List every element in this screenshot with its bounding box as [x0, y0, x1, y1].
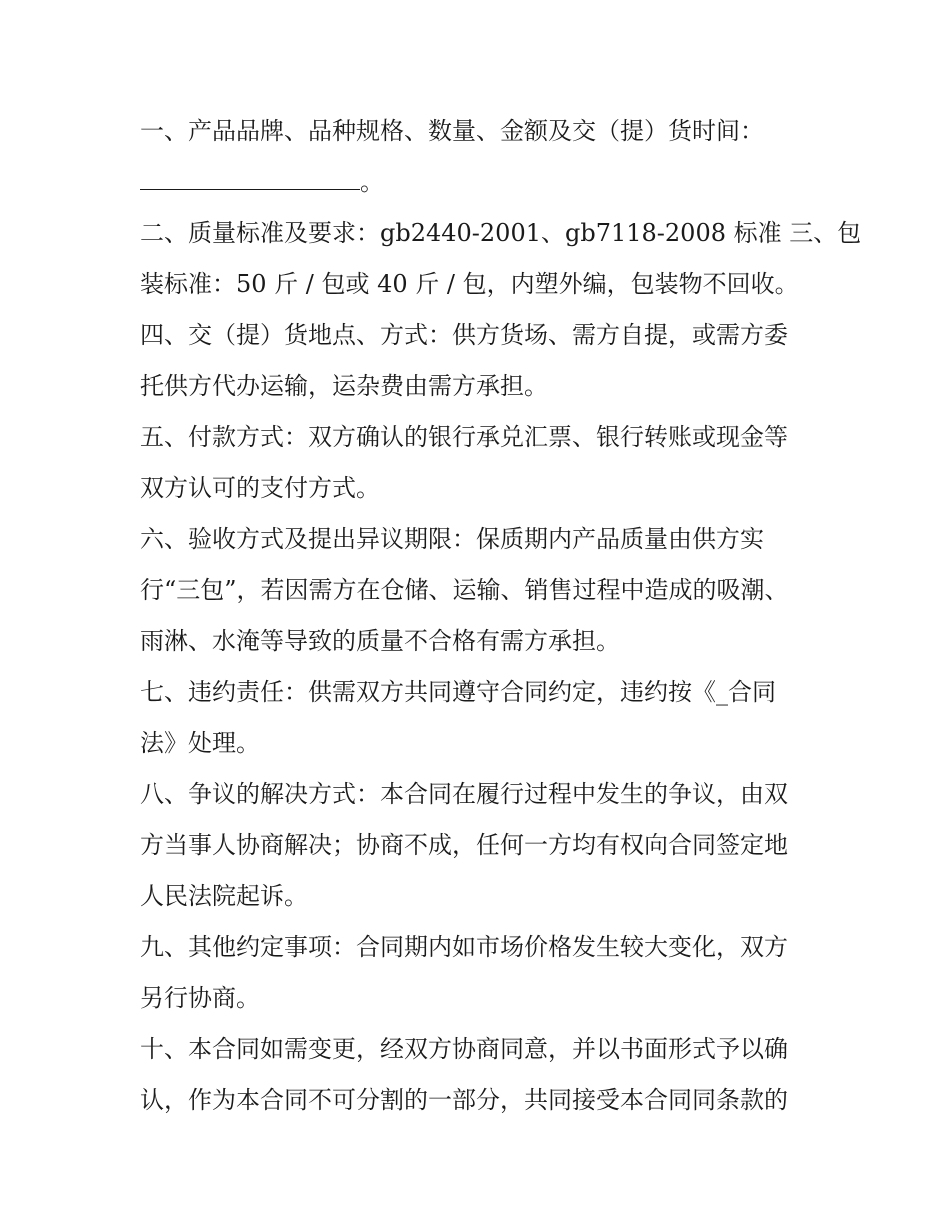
clause-5-line-1: 五、付款方式：双方确认的银行承兑汇票、银行转账或现金等 [140, 423, 788, 451]
clause-9-line-2: 另行协商。 [140, 984, 260, 1012]
clause-2-line-1: 二、质量标准及要求：gb2440-2001、gb7118-2008 标准 三、包 [140, 219, 862, 247]
clause-5-line-2: 双方认可的支付方式。 [140, 474, 380, 502]
contract-body [140, 106, 862, 1126]
clause-1-blank-line [140, 157, 830, 208]
clause-7-line-2: 法》处理。 [140, 729, 260, 757]
delivery-time-blank [140, 171, 360, 190]
clause-6-line-2: 行“三包”，若因需方在仓储、运输、销售过程中造成的吸潮、 [140, 576, 789, 604]
clause-10-line-1: 十、本合同如需变更，经双方协商同意，并以书面形式予以确 [140, 1035, 788, 1063]
blank-period: 。 [360, 168, 384, 196]
clause-10-line-2: 认，作为本合同不可分割的一部分，共同接受本合同同条款的 [140, 1086, 788, 1114]
clause-6-line-3: 雨淋、水淹等导致的质量不合格有需方承担。 [140, 627, 620, 655]
clause-6-line-1: 六、验收方式及提出异议期限：保质期内产品质量由供方实 [140, 525, 764, 553]
clause-1-line-1: 一、产品品牌、品种规格、数量、金额及交（提）货时间： [140, 117, 764, 145]
clause-4-line-2: 托供方代办运输，运杂费由需方承担。 [140, 372, 548, 400]
clause-8-line-3: 人民法院起诉。 [140, 882, 308, 910]
clause-7-line-1: 七、违约责任：供需双方共同遵守合同约定，违约按《_合同 [140, 678, 776, 706]
clause-9-line-1: 九、其他约定事项：合同期内如市场价格发生较大变化，双方 [140, 933, 788, 961]
clause-8-line-1: 八、争议的解决方式：本合同在履行过程中发生的争议，由双 [140, 780, 788, 808]
clause-8-line-2: 方当事人协商解决；协商不成，任何一方均有权向合同签定地 [140, 831, 788, 859]
clause-3-line-1: 装标准：50 斤 / 包或 40 斤 / 包，内塑外编，包装物不回收。 [140, 270, 799, 298]
clause-4-line-1: 四、交（提）货地点、方式：供方货场、需方自提，或需方委 [140, 321, 788, 349]
